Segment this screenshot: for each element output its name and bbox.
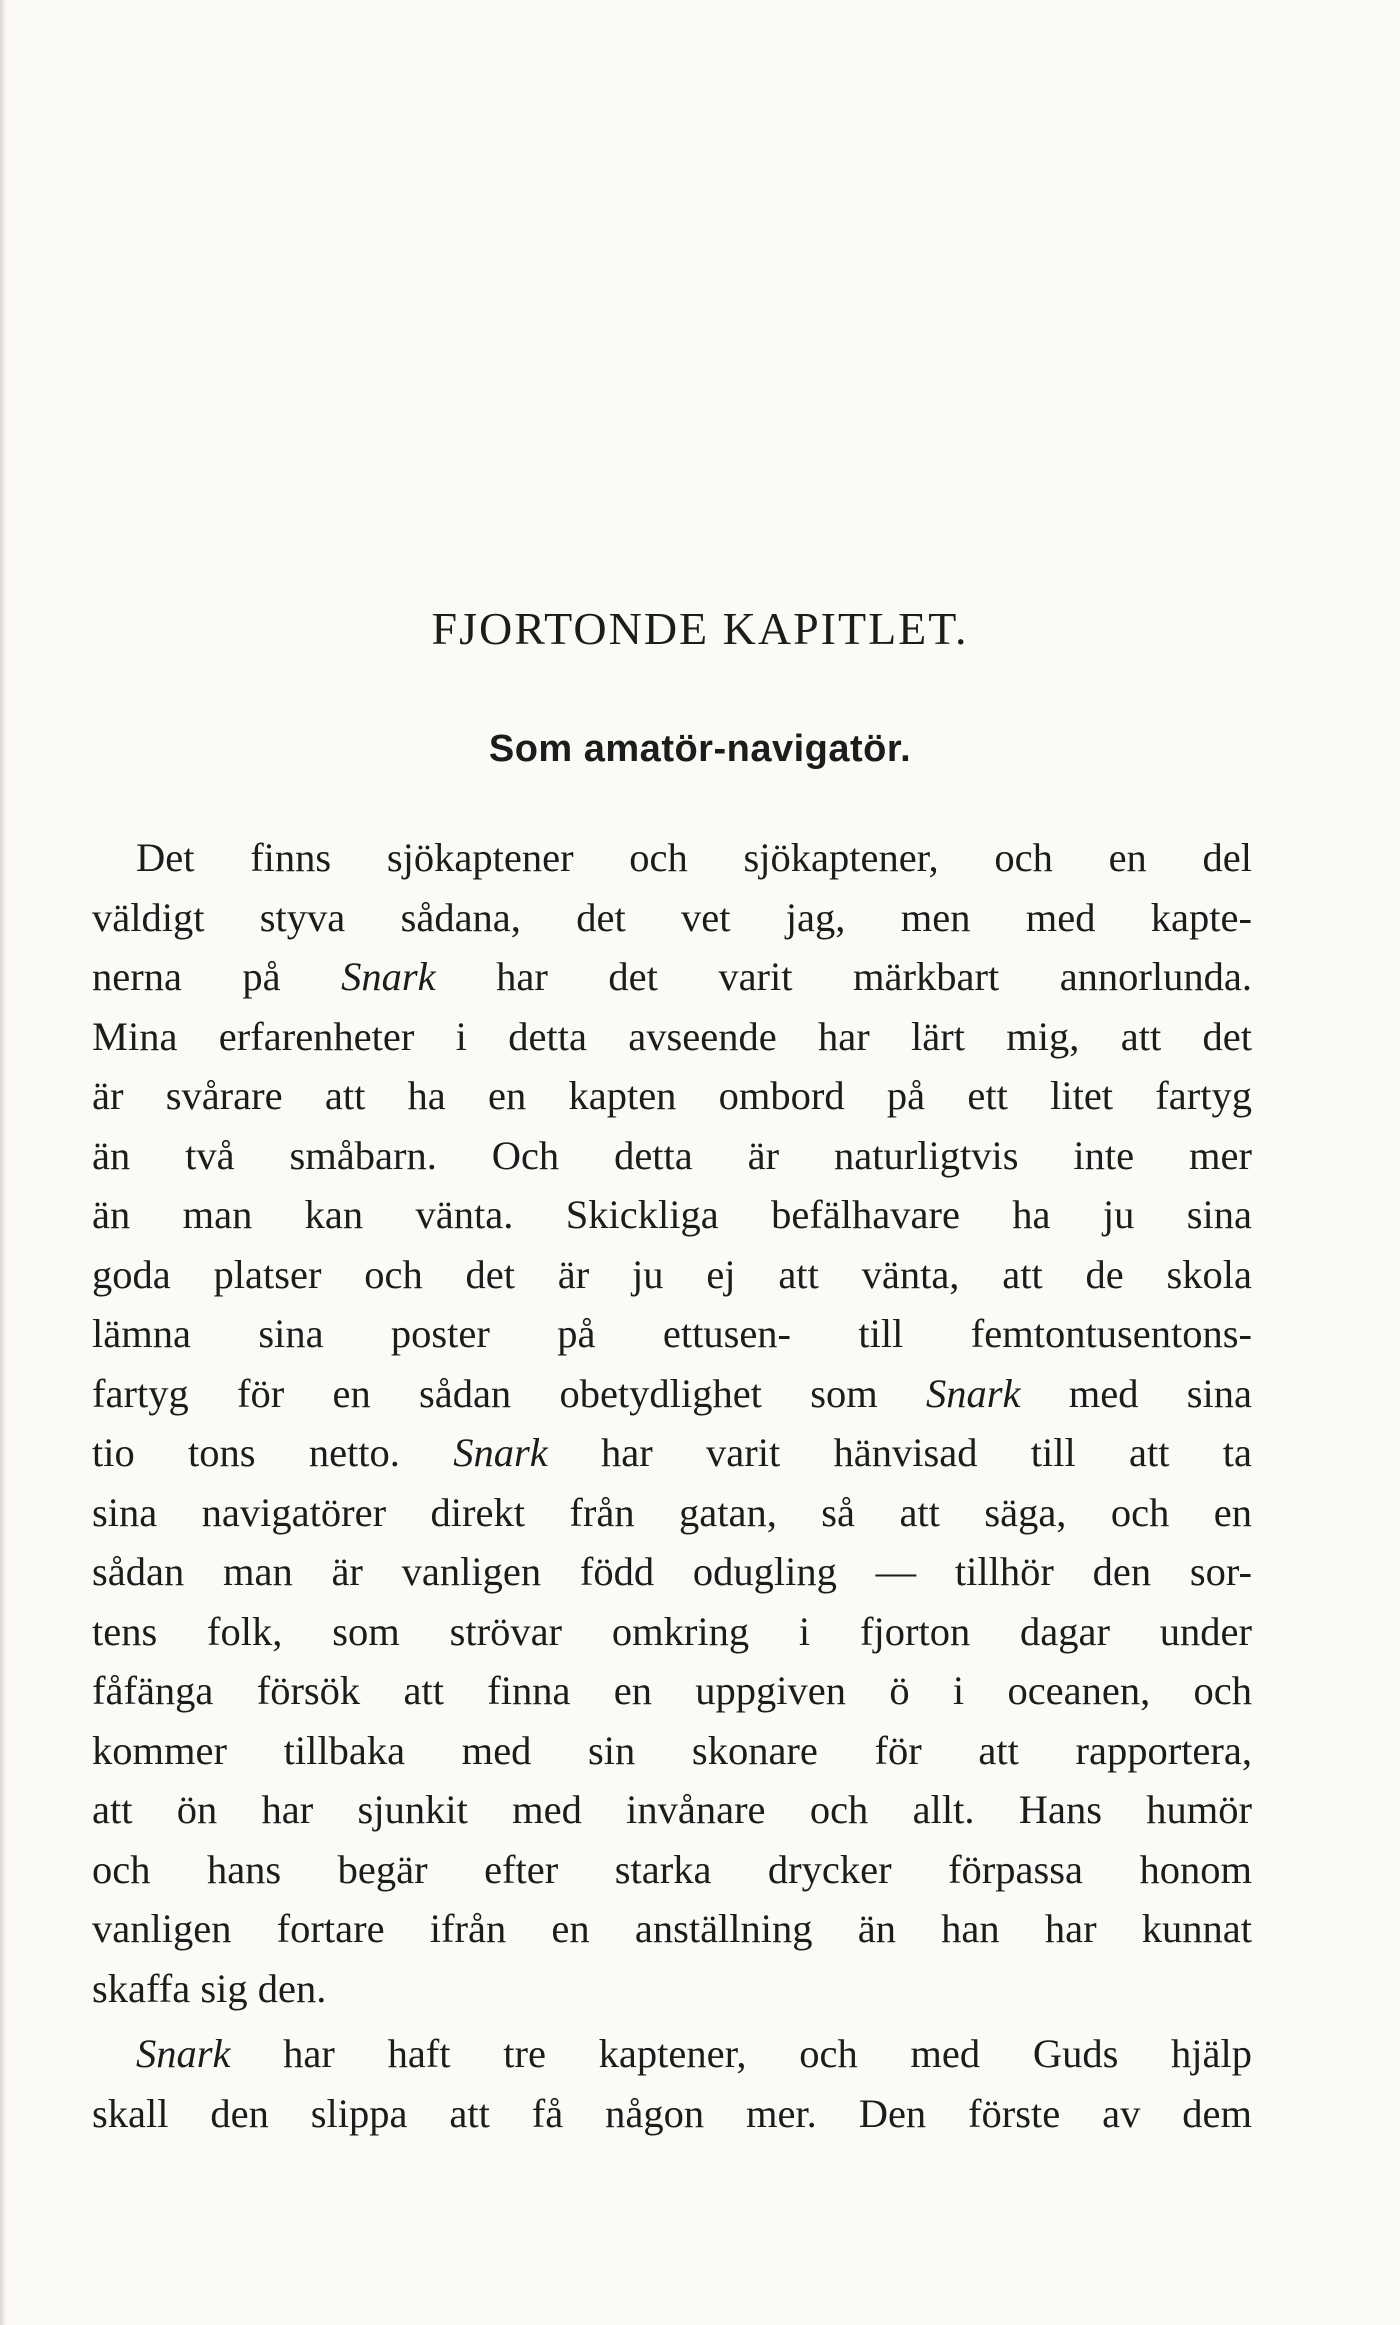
text-line: nerna på Snark har det varit märkbart annorlunda. — [92, 954, 1253, 999]
text-line: fåfänga försök att finna en uppgiven ö i oceanen, och — [92, 1668, 1252, 1713]
italic-ship-name: Snark — [136, 2031, 231, 2076]
text-line: tens folk, som strövar omkring i fjorton dagar under — [92, 1608, 1252, 1654]
text-line: Snark har haft tre kaptener, och med Guds hjälp — [136, 2031, 1252, 2076]
text-line: Det finns sjökaptener och sjökaptener, och en del — [136, 835, 1252, 880]
text-line: skaffa sig den. — [92, 1965, 327, 2011]
text-line: skall den slippa att få någon mer. Den förste av dem — [92, 2090, 1252, 2136]
italic-ship-name: Snark — [453, 1430, 548, 1475]
text-line: sina navigatörer direkt från gatan, så att säga, och en — [92, 1489, 1252, 1535]
text-line: och hans begär efter starka drycker förpassa honom — [92, 1846, 1252, 1892]
chapter-heading: FJORTONDE KAPITLET. — [431, 603, 969, 654]
text-line: fartyg för en sådan obetydlighet som Snark med sina — [92, 1370, 1252, 1416]
paragraph-2 — [92, 2024, 1252, 2143]
text-line: än två småbarn. Och detta är naturligtvis inte mer — [92, 1132, 1252, 1178]
paragraph-1 — [92, 828, 1252, 2018]
section-title: Som amatör-navigatör. — [488, 728, 912, 770]
italic-ship-name: Snark — [341, 954, 436, 999]
page-edge-shadow — [0, 0, 6, 2325]
text-line: att ön har sjunkit med invånare och allt. Hans humör — [92, 1787, 1252, 1832]
text-line: kommer tillbaka med sin skonare för att rapportera, — [92, 1727, 1252, 1773]
italic-ship-name: Snark — [925, 1370, 1021, 1416]
text-line: väldigt styva sådana, det vet jag, men med kapte- — [92, 894, 1252, 940]
text-line: Mina erfarenheter i detta avseende har lärt mig, att det — [92, 1013, 1252, 1059]
text-line: lämna sina poster på ettusen- till femtontusentons- — [92, 1311, 1252, 1356]
text-line: goda platser och det är ju ej att vänta, att de skola — [92, 1251, 1252, 1297]
text-line: vanligen fortare ifrån en anställning än han har kunnat — [92, 1906, 1252, 1951]
text-line: än man kan vänta. Skickliga befälhavare ha ju sina — [92, 1192, 1252, 1237]
text-line: är svårare att ha en kapten ombord på ett litet fartyg — [92, 1073, 1252, 1118]
text-line: tio tons netto. Snark har varit hänvisad till att ta — [92, 1430, 1252, 1475]
text-line: sådan man är vanligen född odugling — tillhör den sor- — [92, 1549, 1252, 1594]
